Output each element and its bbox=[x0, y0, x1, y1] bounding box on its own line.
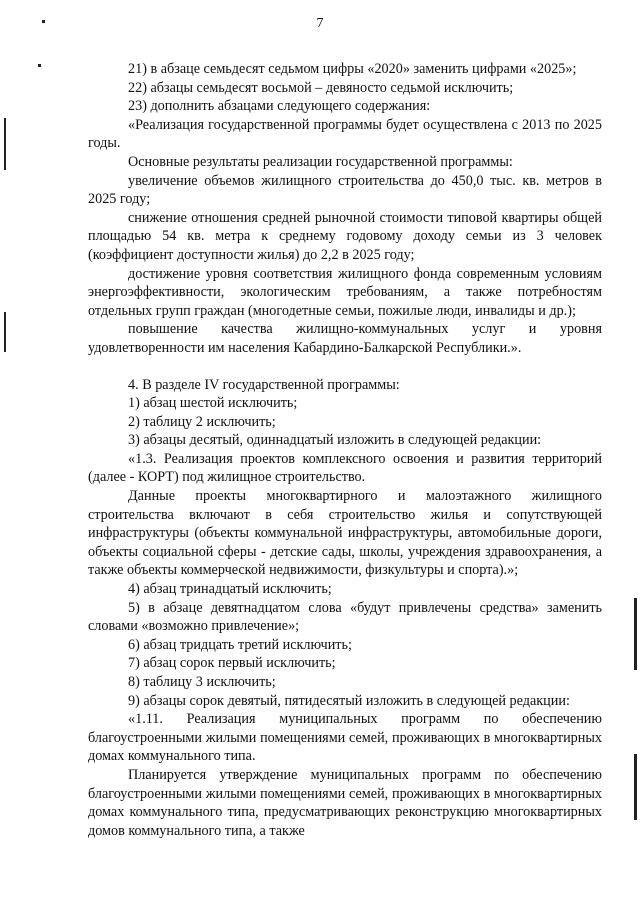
scan-mark bbox=[4, 118, 6, 170]
paragraph: 1) абзац шестой исключить; bbox=[128, 395, 298, 412]
paragraph: 21) в абзаце семьдесят седьмом цифры «2020» заменить цифрами «2025»; bbox=[128, 61, 577, 77]
paragraph: «1.3. Реализация проектов комплексного освоения и развития территорий (далее - КОРТ) под жилищное строительство. bbox=[88, 450, 602, 486]
document-body bbox=[88, 60, 602, 840]
paragraph: «Реализация государственной программы будет осуществлена с 2013 по 2025 годы. bbox=[88, 116, 602, 152]
scan-mark bbox=[634, 754, 637, 820]
paragraph: 6) абзац тридцать третий исключить; bbox=[128, 636, 352, 653]
paragraph: Данные проекты многоквартирного и малоэтажного жилищного строительства включают в себя строительство жилья и сопутствующей инфраструктуры (объекты коммунальной инфраструктуры, автомобильные дороги, объекты социальной сферы - детские сады, школы, учреждения здравоохранения, а также объекты коммерческой недвижимости, физкультуры и спорта).»; bbox=[88, 488, 602, 579]
paragraph: Основные результаты реализации государственной программы: bbox=[128, 153, 513, 170]
paragraph: 4) абзац тринадцатый исключить; bbox=[128, 581, 332, 598]
page-number: 7 bbox=[316, 16, 324, 31]
paragraph: 23) дополнить абзацами следующего содержания: bbox=[128, 98, 431, 115]
scan-mark bbox=[38, 64, 41, 67]
paragraph: увеличение объемов жилищного строительства до 450,0 тыс. кв. метров в 2025 году; bbox=[88, 172, 602, 208]
scan-mark bbox=[4, 312, 6, 352]
paragraph: 8) таблицу 3 исключить; bbox=[128, 674, 276, 690]
paragraph: достижение уровня соответствия жилищного фонда современным условиям энергоэффективности, экологическим требованиям, а также потребностям отдельных групп граждан (многодетные семьи, пожилые люди, инвалиды и др.); bbox=[88, 265, 602, 319]
paragraph: 9) абзацы сорок девятый, пятидесятый изложить в следующей редакции: bbox=[128, 692, 570, 709]
paragraph: повышение качества жилищно-коммунальных услуг и уровня удовлетворенности им населения Кабардино-Балкарской Республики.». bbox=[88, 321, 602, 356]
paragraph: 2) таблицу 2 исключить; bbox=[128, 413, 276, 430]
section-heading: 4. В разделе IV государственной программы: bbox=[128, 376, 400, 393]
paragraph: Планируется утверждение муниципальных программ по обеспечению благоустроенными жилыми помещениями семей, проживающих в многоквартирных домах коммунального типа, предусматривающих реконструкцию многоквартирных домов коммунального типа, а также bbox=[88, 766, 602, 839]
scan-mark bbox=[634, 598, 637, 670]
paragraph: 22) абзацы семьдесят восьмой – девяносто седьмой исключить; bbox=[128, 79, 514, 96]
paragraph: 5) в абзаце девятнадцатом слова «будут привлечены средства» заменить словами «возможно привлечение»; bbox=[88, 599, 602, 635]
paragraph: снижение отношения средней рыночной стоимости типовой квартиры общей площадью 54 кв. метра к среднему годовому доходу семьи из 3 человек (коэффициент доступности жилья) до 2,2 в 2025 году; bbox=[88, 209, 602, 263]
paragraph: «1.11. Реализация муниципальных программ по обеспечению благоустроенными жилыми помещениями семей, проживающих в многоквартирных домах коммунального типа. bbox=[88, 711, 602, 765]
paragraph: 3) абзацы десятый, одиннадцатый изложить в следующей редакции: bbox=[128, 432, 542, 449]
paragraph: 7) абзац сорок первый исключить; bbox=[128, 655, 336, 672]
